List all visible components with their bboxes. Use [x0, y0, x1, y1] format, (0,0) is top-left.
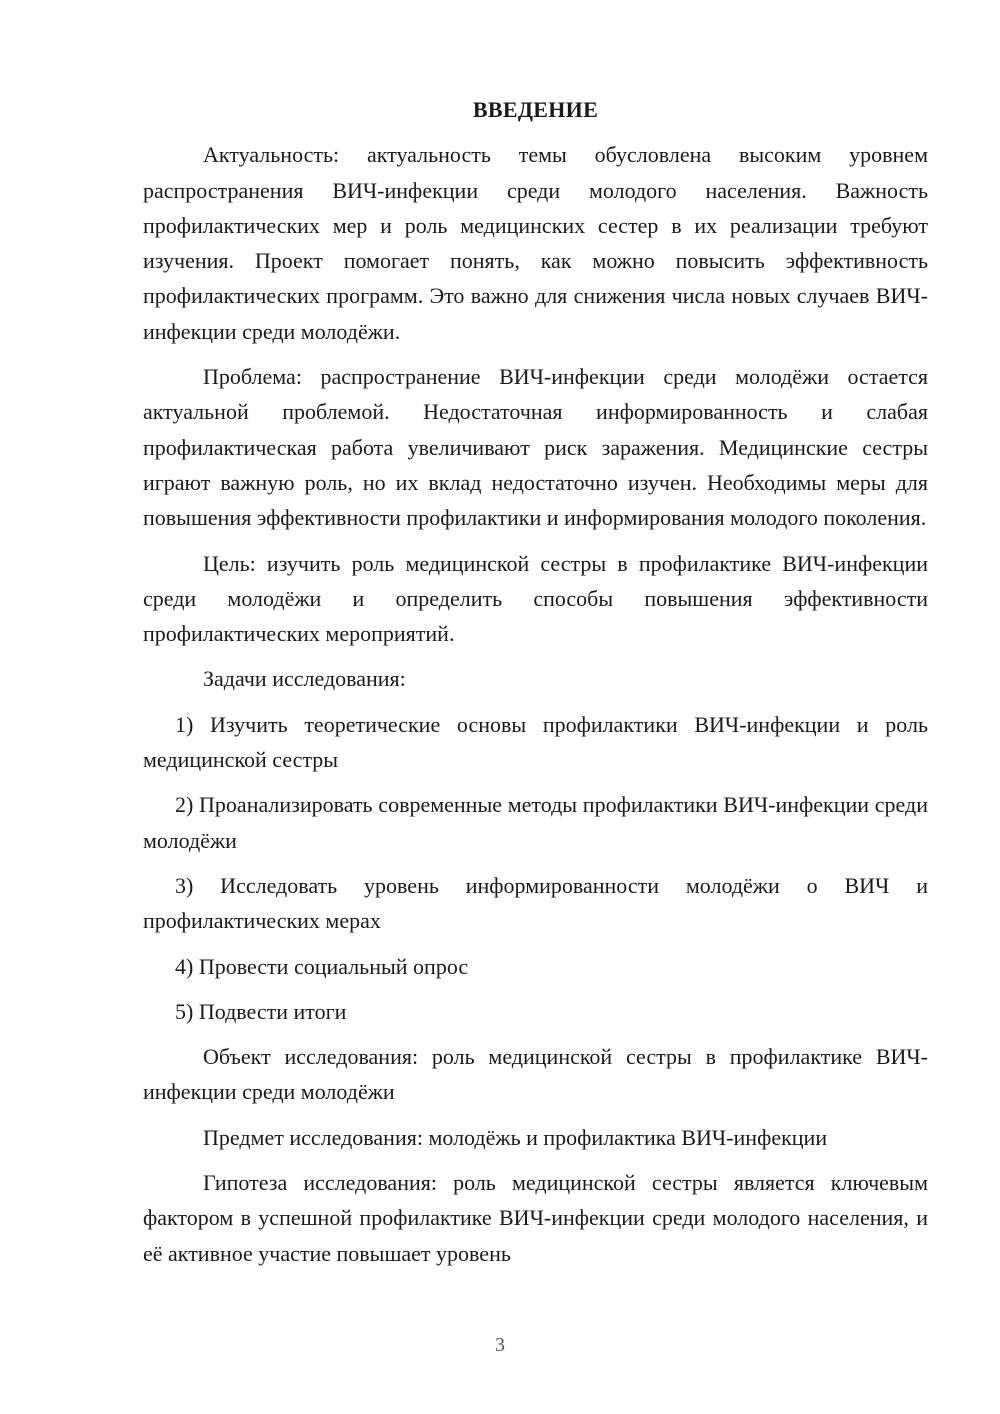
task-item-2: 2) Проанализировать современные методы профилактики ВИЧ-инфекции среди молодёжи [143, 792, 928, 853]
paragraph-hypothesis: Гипотеза исследования: роль медицинской сестры является ключевым фактором в успешной профилактике ВИЧ-инфекции среди молодого населения, и её активное участие повышает уровень [143, 1170, 928, 1266]
section-title: ВВЕДЕНИЕ [472, 97, 599, 122]
paragraph-relevance: Актуальность: актуальность темы обусловлена высоким уровнем распространения ВИЧ-инфекции среди молодого населения. Важность профилактических мер и роль медицинских сестер в их реализации требуют изучения. Проект помогает понять, как можно повысить эффективность профилактических программ. Это важно для снижения числа новых случаев ВИЧ-инфекции среди молодёжи. [143, 142, 928, 344]
paragraph-subject: Предмет исследования: молодёжь и профилактика ВИЧ-инфекции [203, 1124, 828, 1150]
task-item-4: 4) Провести социальный опрос [175, 953, 469, 979]
paragraph-problem: Проблема: распространение ВИЧ-инфекции среди молодёжи остается актуальной проблемой. Недостаточная информированность и слабая профилактическая работа увеличивают риск заражения. Медицинские сестры играют важную роль, но их вклад недостаточно изучен. Необходимы меры для повышения эффективности профилактики и информирования молодого поколения. [143, 364, 928, 531]
page-content [143, 92, 928, 1281]
paragraph-goal: Цель: изучить роль медицинской сестры в профилактике ВИЧ-инфекции среди молодёжи и определить способы повышения эффективности профилактических мероприятий. [143, 550, 928, 647]
tasks-heading: Задачи исследования: [203, 666, 406, 692]
task-item-5: 5) Подвести итоги [175, 998, 347, 1024]
task-item-1: 1) Изучить теоретические основы профилактики ВИЧ-инфекции и роль медицинской сестры [143, 711, 928, 773]
task-item-3: 3) Исследовать уровень информированности молодёжи о ВИЧ и профилактических мерах [143, 872, 928, 934]
paragraph-object: Объект исследования: роль медицинской сестры в профилактике ВИЧ-инфекции среди молодёжи [143, 1044, 928, 1105]
page-number: 3 [495, 1334, 505, 1356]
